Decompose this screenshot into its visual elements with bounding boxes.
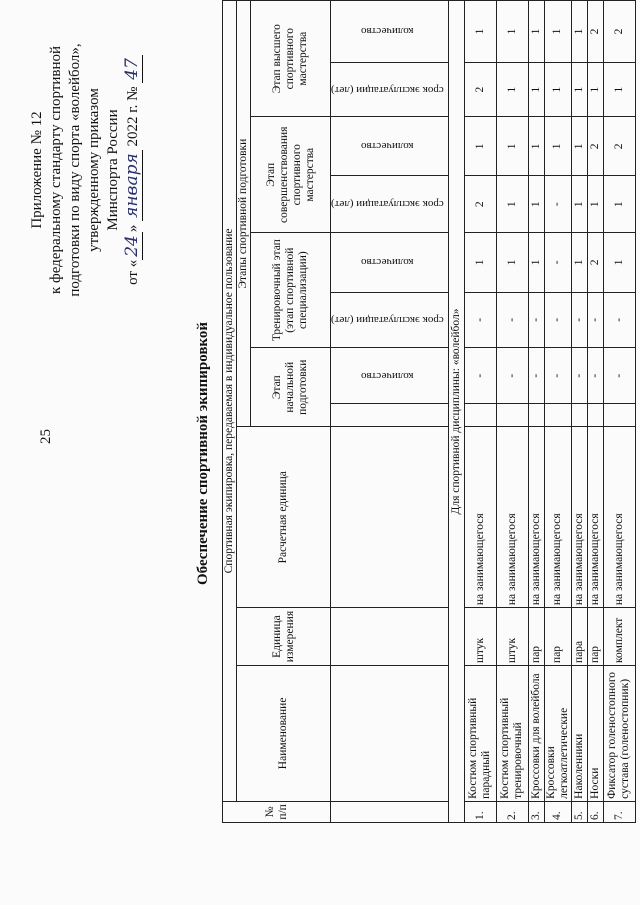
row-value: 1: [571, 117, 587, 176]
row-value: 1: [528, 62, 544, 116]
row-value: 2: [587, 233, 603, 292]
sub-qty: количество: [331, 233, 449, 292]
row-value: 1: [464, 117, 496, 176]
row-value: 1: [528, 233, 544, 292]
row-name: Костюм спортивный парадный: [464, 665, 496, 801]
row-spacer: [587, 404, 603, 427]
page-number: 25: [38, 429, 54, 444]
row-calc: на занимающегося: [587, 427, 603, 608]
appendix-line: Минспорта России: [105, 109, 121, 231]
table-row: [603, 1, 635, 823]
row-calc: на занимающегося: [464, 427, 496, 608]
row-calc: на занимающегося: [528, 427, 544, 608]
row-value: -: [544, 348, 571, 404]
stage-header: Этап начальной подготовки: [251, 348, 331, 427]
stage-header: Этап совершенствования спортивного мастерства: [251, 117, 331, 233]
row-value: -: [528, 348, 544, 404]
row-value: 1: [587, 176, 603, 233]
row-value: 1: [528, 1, 544, 63]
table-row: [587, 1, 603, 823]
header-top: Спортивная экипировка, передаваемая в индивидуальное пользование: [223, 1, 237, 802]
date-year: 2022 г. №: [125, 82, 141, 151]
row-name: Фиксатор голеностопного сустава (голеностопник): [603, 665, 635, 801]
sub-qty: количество: [331, 348, 449, 404]
row-spacer: [544, 404, 571, 427]
row-value: 1: [496, 233, 528, 292]
row-spacer: [464, 404, 496, 427]
row-value: 1: [496, 1, 528, 63]
row-number: 6.: [587, 801, 603, 822]
row-spacer: [528, 404, 544, 427]
row-value: 2: [464, 176, 496, 233]
row-value: -: [544, 292, 571, 348]
row-name: Носки: [587, 665, 603, 801]
row-name: Наколенники: [571, 665, 587, 801]
document-title: Обеспечение спортивной экипировкой: [195, 321, 211, 585]
row-value: 1: [464, 233, 496, 292]
row-value: -: [571, 348, 587, 404]
row-value: -: [544, 233, 571, 292]
appendix-line: утвержденному приказом: [86, 88, 102, 252]
row-value: 1: [603, 62, 635, 116]
row-unit: пар: [587, 608, 603, 666]
row-value: 1: [571, 176, 587, 233]
row-number: 7.: [603, 801, 635, 822]
stage-header: Тренировочный этап (этап спортивной специализации): [251, 233, 331, 348]
row-spacer: [496, 404, 528, 427]
row-value: 1: [496, 176, 528, 233]
row-value: -: [587, 348, 603, 404]
row-value: -: [571, 292, 587, 348]
row-value: 2: [603, 1, 635, 63]
row-unit: штук: [496, 608, 528, 666]
row-value: -: [528, 292, 544, 348]
header-name: Наименование: [237, 665, 331, 801]
row-value: -: [603, 348, 635, 404]
table-row: [528, 1, 544, 823]
row-value: -: [603, 292, 635, 348]
row-value: 1: [544, 62, 571, 116]
row-value: 2: [587, 117, 603, 176]
header-spacer: [331, 665, 449, 801]
table-row: [571, 1, 587, 823]
row-value: 1: [571, 1, 587, 63]
row-unit: пара: [571, 608, 587, 666]
row-unit: штук: [464, 608, 496, 666]
row-value: -: [587, 292, 603, 348]
handwritten-day: 24: [122, 232, 143, 260]
date-mid: »: [125, 220, 141, 233]
row-spacer: [571, 404, 587, 427]
table-row: [496, 1, 528, 823]
row-value: 1: [603, 176, 635, 233]
row-value: 1: [587, 62, 603, 116]
appendix-line: Приложение № 12: [29, 111, 45, 229]
appendix-line: к федеральному стандарту спортивной: [48, 45, 64, 295]
equipment-table: [222, 0, 636, 823]
row-name: Кроссовки легкоатлетические: [544, 665, 571, 801]
row-name: Кроссовки для волейбола: [528, 665, 544, 801]
appendix-date-line: [123, 10, 143, 330]
row-value: 1: [544, 1, 571, 63]
table-row: [544, 1, 571, 823]
stage-header: Этап высшего спортивного мастерства: [251, 1, 331, 117]
header-spacer: [331, 427, 449, 608]
row-value: -: [464, 292, 496, 348]
sub-qty: количество: [331, 117, 449, 176]
row-value: 2: [603, 117, 635, 176]
row-value: 1: [603, 233, 635, 292]
row-calc: на занимающегося: [544, 427, 571, 608]
sub-term: срок эксплуатации (лет): [331, 292, 449, 348]
row-value: 1: [544, 117, 571, 176]
sub-term: срок эксплуатации (лет): [331, 176, 449, 233]
row-number: 4.: [544, 801, 571, 822]
header-calc: Расчетная единица: [237, 427, 331, 608]
header-stages: Этапы спортивной подготовки: [237, 1, 251, 427]
row-value: 1: [496, 62, 528, 116]
header-spacer: [331, 608, 449, 666]
sub-qty: количество: [331, 1, 449, 63]
row-value: 1: [571, 233, 587, 292]
row-calc: на занимающегося: [603, 427, 635, 608]
header-unit: Единица измерения: [237, 608, 331, 666]
row-spacer: [603, 404, 635, 427]
date-prefix: от «: [125, 259, 141, 285]
row-value: -: [544, 176, 571, 233]
row-number: 2.: [496, 801, 528, 822]
row-unit: комплект: [603, 608, 635, 666]
row-calc: на занимающегося: [496, 427, 528, 608]
row-value: 2: [464, 62, 496, 116]
row-number: 3.: [528, 801, 544, 822]
row-value: -: [496, 348, 528, 404]
row-value: 1: [528, 176, 544, 233]
row-value: 1: [528, 117, 544, 176]
row-number: 5.: [571, 801, 587, 822]
handwritten-month: января: [122, 150, 143, 221]
row-value: 1: [496, 117, 528, 176]
row-value: 1: [571, 62, 587, 116]
table-row: [464, 1, 496, 823]
header-spacer: [331, 404, 449, 427]
row-unit: пар: [544, 608, 571, 666]
appendix-block: [28, 10, 143, 330]
row-value: 2: [587, 1, 603, 63]
row-value: -: [496, 292, 528, 348]
handwritten-number: 47: [122, 55, 143, 83]
header-spacer: [331, 801, 449, 822]
sub-term: срок эксплуатации (лет): [331, 62, 449, 116]
row-value: -: [464, 348, 496, 404]
row-number: 1.: [464, 801, 496, 822]
row-unit: пар: [528, 608, 544, 666]
header-num: № п/п: [223, 801, 331, 822]
discipline-row: Для спортивной дисциплины: «волейбол»: [448, 1, 464, 823]
appendix-line: подготовки по виду спорта «волейбол»,: [67, 43, 83, 297]
row-name: Костюм спортивный тренировочный: [496, 665, 528, 801]
row-value: 1: [464, 1, 496, 63]
row-calc: на занимающегося: [571, 427, 587, 608]
